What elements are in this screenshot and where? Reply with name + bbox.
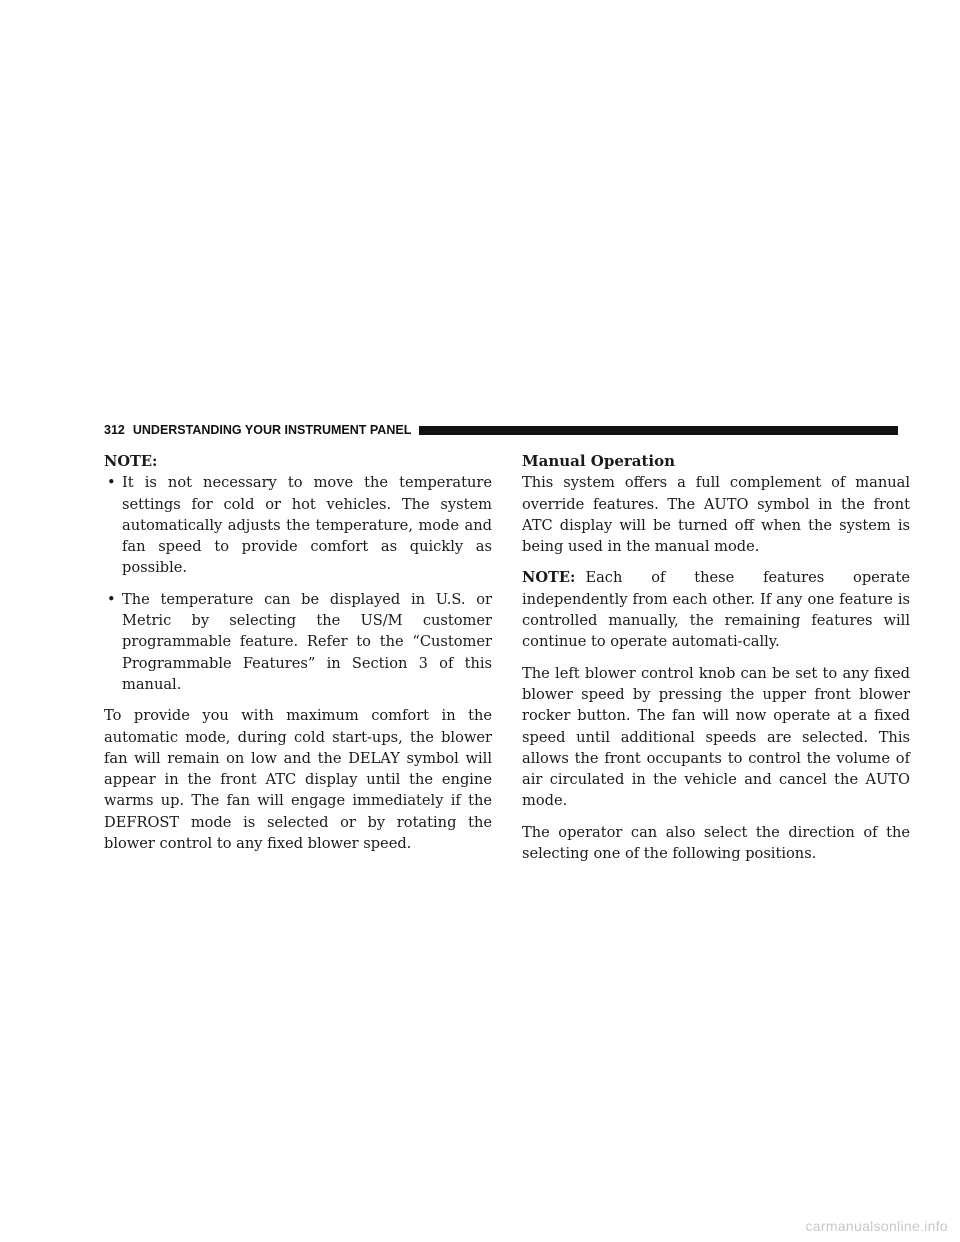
bullet-item (104, 472, 492, 578)
header-rule (419, 426, 898, 435)
bullet-text: It is not necessary to move the temperature settings for cold or hot vehicles. The system automatically adjusts the temperature, mode and fan speed to provide comfort as quickly as possible. (122, 474, 492, 577)
bullet-icon: • (107, 590, 116, 608)
body-paragraph: This system offers a full complement of manual override features. The AUTO symbol in the front ATC display will be turned off when the system is being used in the manual mode. (522, 474, 910, 556)
body-paragraph: To provide you with maximum comfort in the automatic mode, during cold start-ups, the blower fan will remain on low and the DELAY symbol will appear in the front ATC display until the engine warms up. The fan will engage immediately if the DEFROST mode is selected or by rotating the blower control to any fixed blower speed. (104, 707, 492, 853)
bullet-icon: • (107, 474, 116, 492)
note-label: NOTE: (104, 453, 158, 470)
page-number: 312 (104, 423, 125, 437)
note-paragraph (522, 567, 910, 652)
bullet-item (104, 589, 492, 695)
body-paragraph: The operator can also select the direction of the selecting one of the following positions. (522, 823, 910, 863)
body-paragraph: The left blower control knob can be set to any fixed blower speed by pressing the upper front blower rocker button. The fan will now operate at a fixed speed until additional speeds are selected. This allows the front occupants to control the volume of air circulated in the vehicle and cancel the AUTO mode. (522, 664, 910, 810)
section-title: UNDERSTANDING YOUR INSTRUMENT PANEL (132, 423, 412, 437)
note-text: Each of these features operate independently from each other. If any one feature is controlled manually, the remaining features will continue to operate automati-cally. (522, 569, 910, 651)
right-column (522, 451, 910, 874)
section-heading: Manual Operation (522, 452, 676, 470)
note-label: NOTE: (522, 569, 576, 587)
bullet-text: The temperature can be displayed in U.S. or Metric by selecting the US/M customer programmable feature. Refer to the “Customer Programmable Features” in Section 3 of this manual. (122, 590, 492, 693)
left-column (104, 451, 492, 864)
watermark: carmanualsonline.info (805, 1218, 948, 1234)
page-header (104, 420, 898, 440)
